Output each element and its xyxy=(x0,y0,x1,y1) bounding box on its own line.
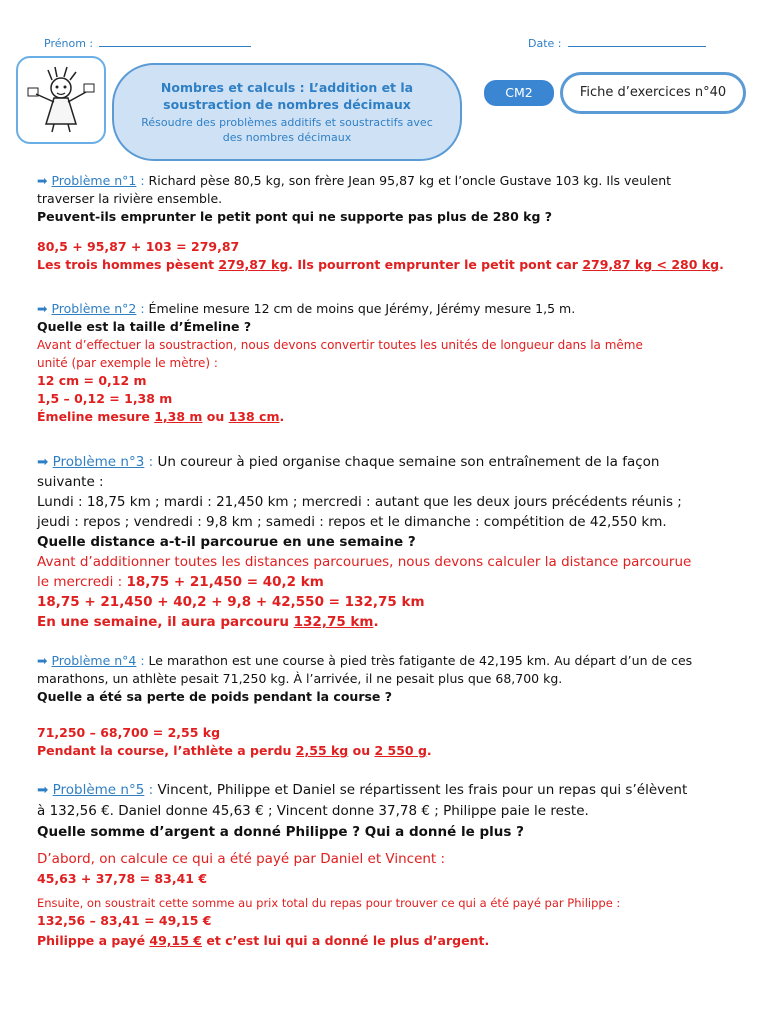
calculation: 12 cm = 0,12 m xyxy=(37,373,147,388)
prenom-label: Prénom : xyxy=(44,37,94,50)
question: Quelle somme d’argent a donné Philippe ? Qui a donné le plus ? xyxy=(37,824,524,840)
note: le mercredi : 18,75 + 21,450 = 40,2 km xyxy=(37,574,324,590)
problem-5 xyxy=(37,780,734,952)
date-field[interactable] xyxy=(528,36,706,50)
calculation: 18,75 + 21,450 + 40,2 + 9,8 + 42,550 = 132,75 km xyxy=(37,594,425,610)
statement-line: jeudi : repos ; vendredi : 9,8 km ; samedi : repos et le dimanche : compétition de 42,550 km. xyxy=(37,514,667,530)
calculation: 71,250 – 68,700 = 2,55 kg xyxy=(37,725,221,740)
date-line[interactable] xyxy=(568,36,706,47)
statement-line: traverser la rivière ensemble. xyxy=(37,191,223,206)
arrow-right-icon: ➡ xyxy=(37,653,48,668)
problem-3 xyxy=(37,452,734,632)
problem-1 xyxy=(37,172,734,274)
note: Ensuite, on soustrait cette somme au prix total du repas pour trouver ce qui a été payé par Philippe : xyxy=(37,896,621,910)
note: Avant d’additionner toutes les distances parcourues, nous devons calculer la distance parcourue xyxy=(37,554,692,570)
fiche-label: Fiche d’exercices n°40 xyxy=(560,72,746,114)
note: Avant d’effectuer la soustraction, nous devons convertir toutes les unités de longueur dans la même xyxy=(37,338,643,352)
calculation: 80,5 + 95,87 + 103 = 279,87 xyxy=(37,239,240,254)
question: Quelle distance a-t-il parcourue en une semaine ? xyxy=(37,534,416,550)
problem-label: ➡ Problème n°2 : xyxy=(37,301,145,316)
problem-label: ➡ Problème n°4 : xyxy=(37,653,145,668)
answer: En une semaine, il aura parcouru 132,75 km. xyxy=(37,614,379,630)
question: Quelle a été sa perte de poids pendant la course ? xyxy=(37,689,393,704)
title-line-1: Nombres et calculs : L’addition et la xyxy=(160,80,414,95)
arrow-right-icon: ➡ xyxy=(37,173,48,188)
arrow-right-icon: ➡ xyxy=(37,454,49,470)
arrow-right-icon: ➡ xyxy=(37,301,48,316)
answer: Les trois hommes pèsent 279,87 kg. Ils pourront emprunter le petit pont car 279,87 kg < 280 kg. xyxy=(37,257,724,272)
subtitle-line-2: des nombres décimaux xyxy=(222,131,352,144)
logo xyxy=(16,56,106,144)
level-badge: CM2 xyxy=(484,80,554,106)
statement-line: suivante : xyxy=(37,474,104,490)
statement-line: Richard pèse 80,5 kg, son frère Jean 95,87 kg et l’oncle Gustave 103 kg. Ils veulent xyxy=(148,173,672,188)
problem-label: ➡ Problème n°5 : xyxy=(37,782,154,798)
cartoon-character-icon xyxy=(24,64,98,134)
calculation: 45,63 + 37,78 = 83,41 € xyxy=(37,871,208,886)
note: unité (par exemple le mètre) : xyxy=(37,356,218,370)
arrow-right-icon: ➡ xyxy=(37,782,49,798)
date-label: Date : xyxy=(528,37,562,50)
problem-label: ➡ Problème n°1 : xyxy=(37,173,145,188)
calculation: 1,5 – 0,12 = 1,38 m xyxy=(37,391,173,406)
statement-line: Vincent, Philippe et Daniel se répartissent les frais pour un repas qui s’élèvent xyxy=(157,782,688,798)
problem-2 xyxy=(37,300,734,426)
title-line-2: soustraction de nombres décimaux xyxy=(163,97,411,112)
calculation: 132,56 – 83,41 = 49,15 € xyxy=(37,913,212,928)
prenom-field[interactable] xyxy=(44,36,251,50)
note: D’abord, on calcule ce qui a été payé par Daniel et Vincent : xyxy=(37,851,446,867)
statement-line: Émeline mesure 12 cm de moins que Jérémy, Jérémy mesure 1,5 m. xyxy=(148,301,576,316)
problem-4 xyxy=(37,652,734,760)
title-box xyxy=(112,63,462,161)
prenom-line[interactable] xyxy=(99,36,251,47)
answer: Émeline mesure 1,38 m ou 138 cm. xyxy=(37,409,285,424)
subtitle-line-1: Résoudre des problèmes additifs et soustractifs avec xyxy=(141,116,433,129)
question: Peuvent-ils emprunter le petit pont qui ne supporte pas plus de 280 kg ? xyxy=(37,209,553,224)
statement-line: à 132,56 €. Daniel donne 45,63 € ; Vincent donne 37,78 € ; Philippe paie le reste. xyxy=(37,803,589,819)
statement-line: Lundi : 18,75 km ; mardi : 21,450 km ; mercredi : autant que les deux jours précédents réunis ; xyxy=(37,494,682,510)
statement-line: marathons, un athlète pesait 71,250 kg. À l’arrivée, il ne pesait plus que 68,700 kg. xyxy=(37,671,563,686)
answer: Pendant la course, l’athlète a perdu 2,55 kg ou 2 550 g. xyxy=(37,743,432,758)
statement-line: Le marathon est une course à pied très fatigante de 42,195 km. Au départ d’un de ces xyxy=(148,653,693,668)
question: Quelle est la taille d’Émeline ? xyxy=(37,319,252,334)
problem-label: ➡ Problème n°3 : xyxy=(37,454,154,470)
statement-line: Un coureur à pied organise chaque semaine son entraînement de la façon xyxy=(157,454,660,470)
answer: Philippe a payé 49,15 € et c’est lui qui a donné le plus d’argent. xyxy=(37,933,490,948)
